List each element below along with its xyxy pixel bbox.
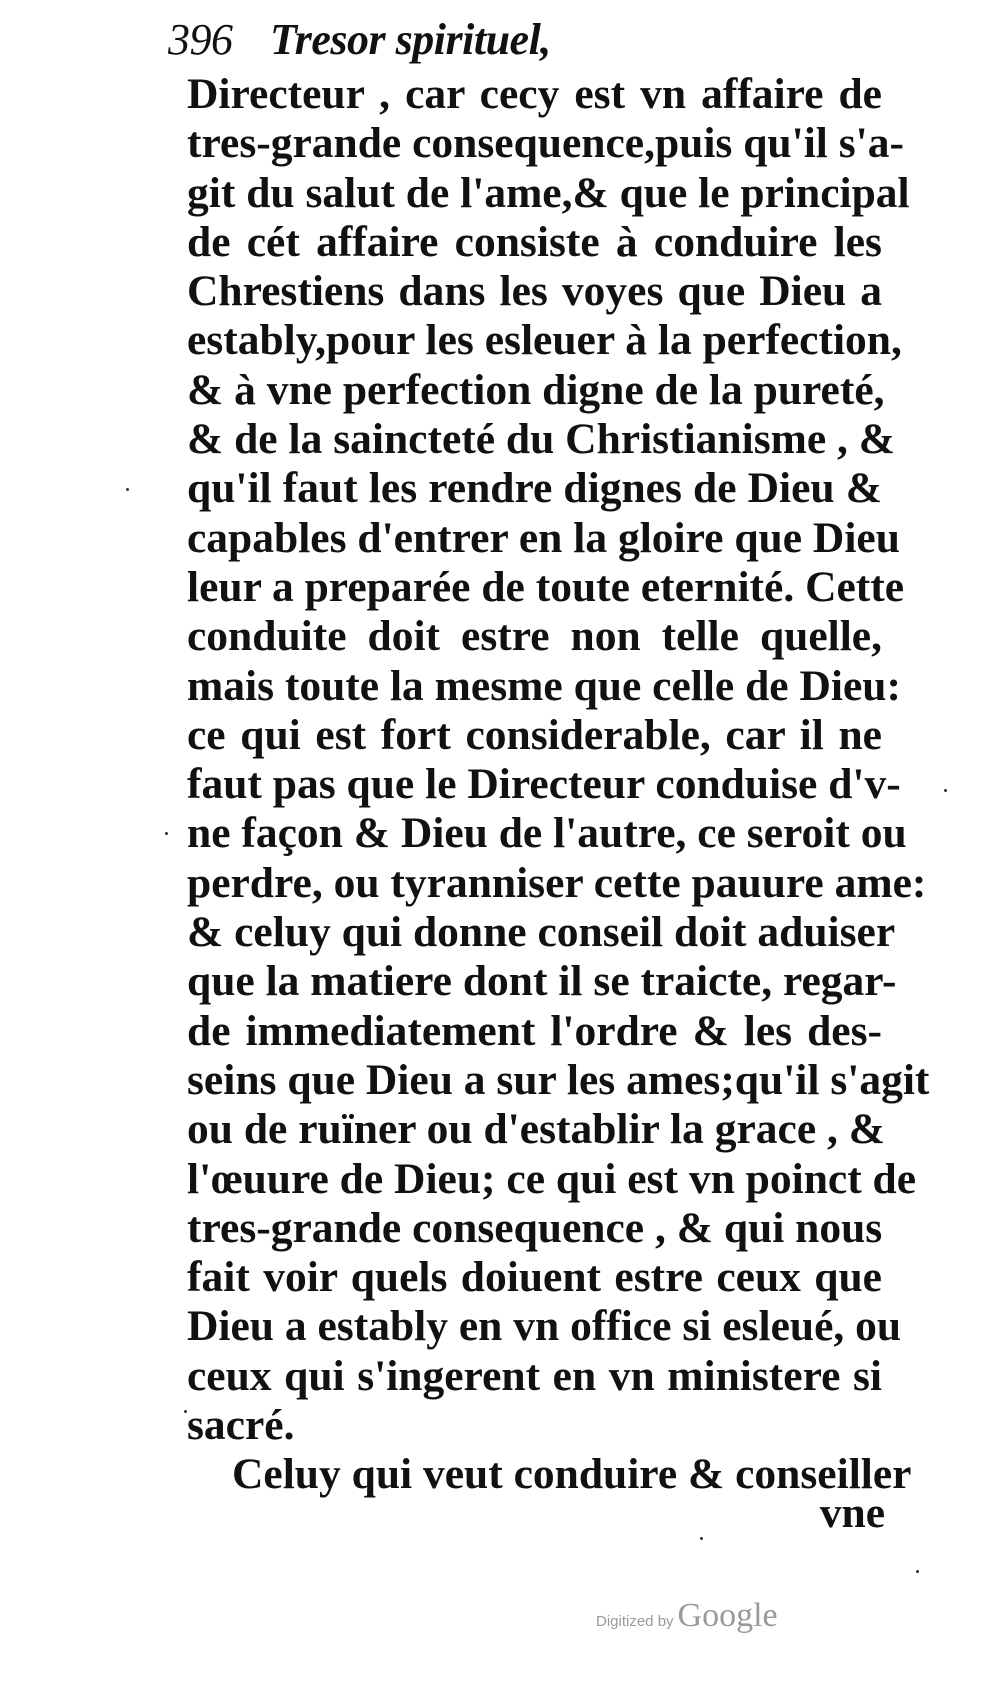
catchword: vne [819, 1489, 885, 1537]
text-line: ceux qui s'ingerent en vn ministere si [187, 1351, 882, 1400]
page-header [168, 12, 551, 68]
text-line: ne façon & Dieu de l'autre, ce seroit ou [187, 809, 907, 858]
text-line: sacré. [187, 1401, 295, 1450]
text-line: seins que Dieu a sur les ames;qu'il s'agit [187, 1055, 930, 1104]
text-line: & de la saincteté du Christianisme , & [187, 415, 896, 464]
text-line: tres-grande consequence,puis qu'il s'a- [187, 119, 905, 168]
text-line: git du salut de l'ame,& que le principal [187, 168, 910, 217]
text-line: mais toute la mesme que celle de Dieu: [187, 661, 901, 710]
text-line: Dieu a estably en vn office si esleué, ou [187, 1302, 902, 1351]
watermark-google-logo: Google [677, 1597, 778, 1634]
text-line: & à vne perfection digne de la pureté, [187, 365, 885, 414]
ink-speck [126, 488, 129, 491]
body-text [187, 70, 930, 1500]
text-line: fait voir quels doiuent estre ceux que [187, 1253, 882, 1302]
running-title: Tresor spirituel, [270, 15, 551, 64]
text-line: estably,pour les esleuer à la perfection, [187, 316, 902, 365]
ink-speck [700, 1537, 703, 1540]
text-line: & celuy qui donne conseil doit aduiser [187, 908, 896, 957]
page-number: 396 [168, 15, 233, 64]
text-line: tres-grande consequence , & qui nous [187, 1203, 883, 1252]
text-line: capables d'entrer en la gloire que Dieu [187, 513, 900, 562]
watermark-digitized-by: Digitized by [596, 1613, 674, 1630]
text-line: leur a preparée de toute eternité. Cette [187, 562, 905, 611]
text-line: perdre, ou tyranniser cette pauure ame: [187, 858, 927, 907]
text-line: Chrestiens dans les voyes que Dieu a [187, 267, 882, 316]
digitized-by-google-watermark [596, 1597, 778, 1635]
text-line: qu'il faut les rendre dignes de Dieu & [187, 464, 882, 513]
ink-speck [944, 789, 947, 792]
text-line: ou de ruïner ou d'establir la grace , & [187, 1105, 885, 1154]
text-line: l'œuure de Dieu; ce qui est vn poinct de [187, 1154, 917, 1203]
text-line: Celuy qui veut conduire & conseiller [232, 1450, 912, 1499]
text-line: ce qui est fort considerable, car il ne [187, 710, 882, 759]
ink-speck [916, 1570, 919, 1573]
text-line: de immediatement l'ordre & les des- [187, 1006, 882, 1055]
ink-speck [184, 1410, 187, 1413]
text-line: de cét affaire consiste à conduire les [187, 217, 882, 266]
text-line: Directeur , car cecy est vn affaire de [187, 70, 882, 118]
text-line: faut pas que le Directeur conduise d'v- [187, 760, 901, 809]
text-line: conduite doit estre non telle quelle, [187, 612, 882, 661]
text-line: que la matiere dont il se traicte, regar- [187, 957, 897, 1006]
ink-speck [165, 832, 168, 835]
